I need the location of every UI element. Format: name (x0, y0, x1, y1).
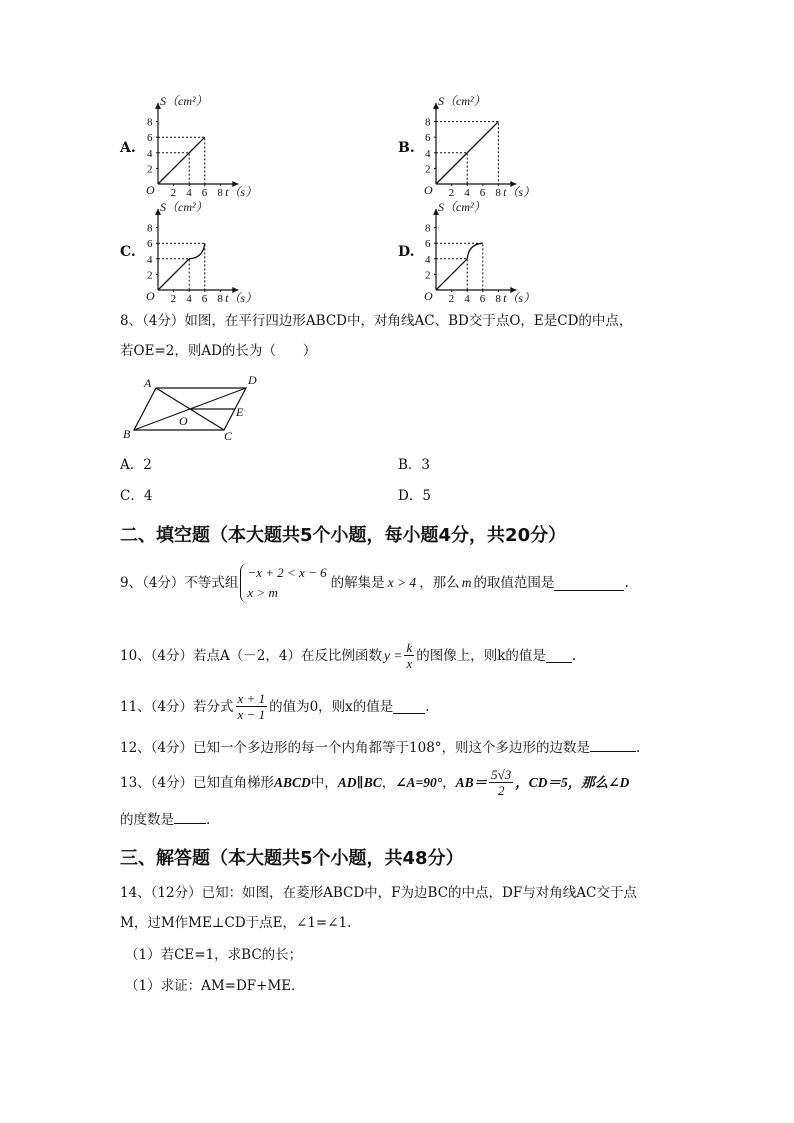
q13-cond2: ∠A=90° (395, 774, 443, 790)
graph-arc (189, 243, 205, 259)
q13-end: . (206, 812, 211, 828)
q9-inequality-system (240, 563, 326, 603)
y-tick-label: 4 (147, 147, 153, 160)
q13-mid1: 中， (310, 774, 338, 791)
q14-sub2: （1）求证：AM=DF+ME． (125, 978, 305, 994)
q12 (120, 737, 640, 758)
q8-option-c-value: 4 (143, 488, 153, 504)
y-tick-label: 8 (147, 222, 153, 235)
graph-line (158, 137, 205, 184)
x-tick-label: 8 (217, 187, 223, 199)
q13-line2 (120, 809, 210, 830)
q8-option-c (120, 486, 152, 506)
q8-option-a-value: 2 (143, 457, 152, 473)
y-tick-label: 6 (425, 132, 431, 145)
q8-option-d (398, 486, 431, 506)
q12-answer-blank[interactable] (590, 737, 636, 752)
q11-fraction (236, 691, 268, 722)
q8-option-c-letter: C． (120, 488, 144, 504)
x-axis-label: t（s） (503, 291, 536, 305)
q10-lhs: y = (383, 647, 403, 663)
graph-option-c-label: C. (120, 244, 136, 260)
q8-parallelogram-figure (118, 368, 268, 448)
section-3-title: 三、解答题（本大题共5个小题，共48分） (120, 848, 464, 869)
q13-answer-blank[interactable] (174, 809, 206, 824)
x-axis-label: t（s） (225, 185, 258, 199)
y-axis-label: S（cm²） (160, 94, 208, 108)
q13-cd: ，CD＝5，那么∠D (515, 774, 630, 790)
q11-answer-blank[interactable] (393, 699, 425, 714)
y-tick-label: 6 (425, 238, 431, 251)
q13-ab: AB＝ (455, 774, 488, 790)
q8-option-b (398, 455, 430, 475)
q13-prefix: 13、（4分）已知直角梯形 (120, 774, 275, 791)
q10-prefix: 10、（4分）若点A（－2，4）在反比例函数 (120, 647, 382, 664)
origin-label: O (146, 183, 155, 197)
q10-suffix: 的图像上，则k的值是 (416, 647, 546, 664)
label-d: D (248, 373, 257, 387)
q10-end: . (571, 647, 577, 664)
q12-end: . (636, 740, 641, 756)
origin-label: O (146, 289, 155, 303)
q11-denominator: x − 1 (237, 707, 266, 722)
label-c: C (224, 429, 233, 443)
q8-option-b-letter: B． (398, 457, 422, 473)
x-tick-label: 8 (495, 187, 501, 199)
q13-line1 (120, 767, 629, 798)
y-tick-label: 4 (147, 253, 153, 266)
q9-row1: −x + 2 < x − 6 (247, 565, 327, 580)
label-e: E (236, 405, 244, 419)
q8-option-a (120, 455, 152, 475)
q9 (120, 563, 629, 603)
x-tick-label: 6 (479, 293, 486, 305)
label-o: O (179, 414, 188, 428)
q12-text: 12、（4分）已知一个多边形的每一个内角都等于108°，则这个多边形的边数是 (120, 740, 591, 756)
graph-line (436, 259, 467, 290)
x-tick-label: 4 (464, 187, 470, 199)
q10-numerator: k (406, 640, 413, 655)
q8-option-b-value: 3 (421, 457, 431, 473)
q9-answer-blank[interactable] (554, 576, 624, 591)
x-tick-label: 6 (479, 187, 486, 199)
q9-end: . (624, 575, 629, 591)
x-tick-label: 2 (170, 293, 177, 305)
q13-name: ABCD (274, 774, 311, 790)
q10-answer-blank[interactable] (546, 648, 572, 663)
q10-fraction (404, 640, 414, 671)
q14-line1: 14、（12分）已知：如图，在菱形ABCD中，F为边BC的中点，DF与对角线AC交于点 (120, 885, 637, 901)
q8-option-d-letter: D． (398, 488, 423, 504)
q8-line2: 若OE=2，则AD的长为（ ） (120, 343, 317, 359)
x-tick-label: 4 (186, 293, 192, 305)
q13-numerator: 5√3 (491, 767, 512, 782)
graph-option-c (140, 198, 280, 308)
q8-option-a-letter: A． (120, 457, 144, 473)
q8-option-d-value: 5 (422, 488, 431, 504)
q10 (120, 640, 576, 671)
q9-variable: m (461, 575, 472, 590)
q10-denominator: x (406, 656, 413, 671)
y-tick-label: 2 (425, 269, 431, 282)
q13-cond1: AD∥BC (337, 774, 382, 790)
y-tick-label: 2 (147, 163, 153, 176)
x-tick-label: 2 (448, 187, 455, 199)
q13-mid2: ， (381, 774, 396, 791)
q13-mid3: ， (442, 774, 456, 791)
x-tick-label: 8 (495, 293, 501, 305)
graph-option-b (418, 92, 558, 202)
q11-suffix: 的值为0，则x的值是 (269, 698, 394, 715)
graph-option-a-label: A. (120, 140, 136, 156)
x-tick-label: 4 (464, 293, 470, 305)
origin-label: O (424, 183, 433, 197)
y-tick-label: 4 (425, 253, 431, 266)
y-tick-label: 2 (425, 163, 431, 176)
q13-line2-text: 的度数是 (120, 812, 174, 828)
graph-option-b-label: B. (398, 140, 415, 156)
q11-numerator: x + 1 (237, 691, 266, 706)
graph-option-a (140, 92, 280, 202)
y-axis-label: S（cm²） (438, 94, 486, 108)
q9-suffix: 的取值范围是 (473, 575, 555, 591)
q11-prefix: 11、（4分）若分式 (120, 698, 234, 715)
q9-condition: x > 4 (387, 575, 417, 590)
origin-label: O (424, 289, 433, 303)
q11 (120, 691, 430, 722)
graph-line (158, 259, 189, 290)
x-tick-label: 2 (448, 293, 455, 305)
y-tick-label: 8 (425, 222, 431, 235)
label-b: B (123, 427, 131, 441)
q9-mid2: ，那么 (419, 575, 460, 591)
section-2-title: 二、填空题（本大题共5个小题，每小题4分，共20分） (120, 525, 567, 546)
q8-line1: 8、（4分）如图，在平行四边形ABCD中，对角线AC、BD交于点O，E是CD的中点， (120, 313, 633, 329)
q9-prefix: 9、（4分）不等式组 (120, 575, 239, 591)
q13-fraction (489, 767, 513, 798)
q13-denominator: 2 (497, 783, 505, 798)
x-axis-label: t（s） (503, 185, 536, 199)
q11-end: . (425, 698, 430, 715)
q9-row2: x > m (247, 585, 278, 600)
y-axis-label: S（cm²） (438, 200, 486, 214)
label-a: A (144, 376, 152, 390)
x-tick-label: 4 (186, 187, 192, 199)
x-tick-label: 6 (201, 187, 208, 199)
q9-mid: 的解集是 (330, 575, 385, 591)
y-tick-label: 6 (147, 238, 153, 251)
y-tick-label: 8 (147, 116, 153, 129)
x-tick-label: 8 (217, 293, 223, 305)
x-tick-label: 6 (201, 293, 208, 305)
y-tick-label: 8 (425, 116, 431, 129)
y-tick-label: 4 (425, 147, 431, 160)
y-tick-label: 2 (147, 269, 153, 282)
q14-sub1: （1）若CE=1，求BC的长； (125, 947, 303, 963)
y-axis-label: S（cm²） (160, 200, 208, 214)
x-axis-label: t（s） (225, 291, 258, 305)
x-tick-label: 2 (170, 187, 177, 199)
y-tick-label: 6 (147, 132, 153, 145)
graph-option-d (418, 198, 558, 308)
graph-arc (467, 243, 483, 259)
q14-line2: M，过M作ME⊥CD于点E，∠1=∠1. (120, 915, 352, 931)
graph-option-d-label: D. (398, 244, 415, 260)
